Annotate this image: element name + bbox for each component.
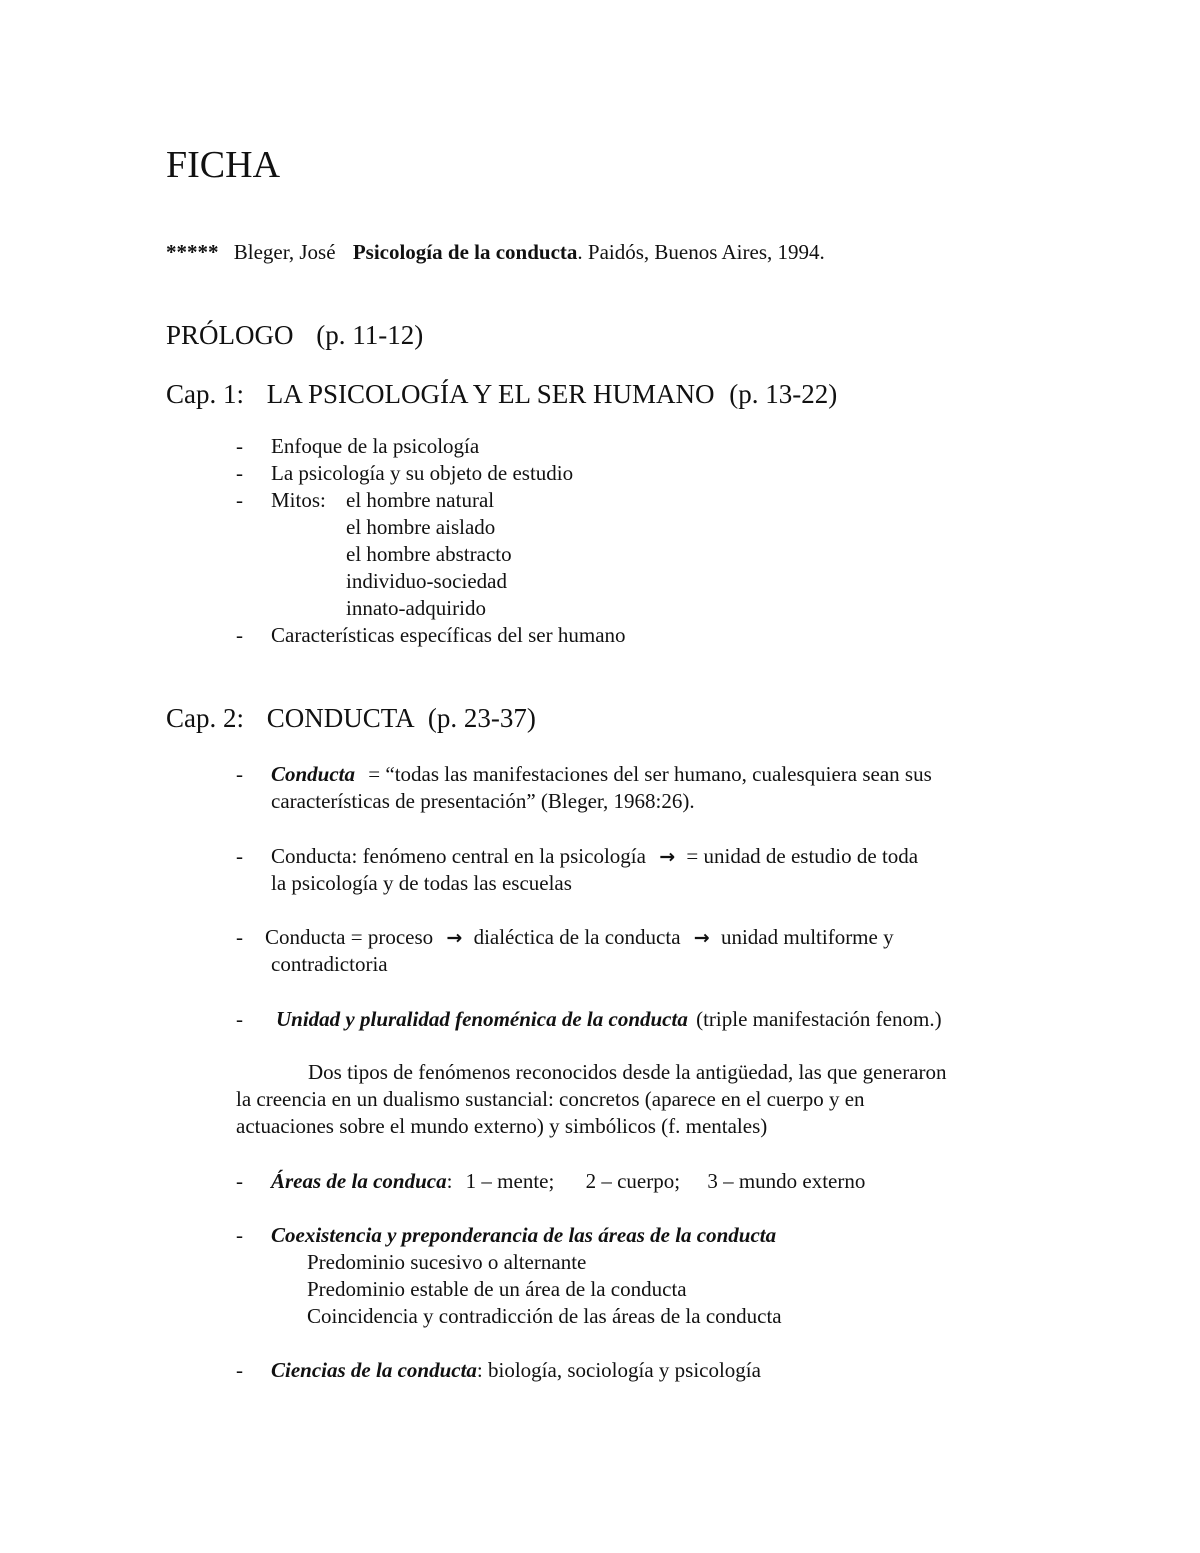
cap1-title: LA PSICOLOGÍA Y EL SER HUMANO bbox=[266, 379, 715, 409]
areas-term: Áreas de la conduca bbox=[271, 1169, 447, 1193]
page-title: FICHA bbox=[166, 144, 281, 186]
list-dash: - bbox=[236, 1169, 243, 1193]
cap1-item-enfoque: Enfoque de la psicología bbox=[271, 434, 480, 458]
list-dash: - bbox=[236, 762, 243, 786]
cap1-label: Cap. 1: bbox=[166, 379, 244, 409]
mito-item: el hombre natural bbox=[346, 488, 495, 512]
areas-conducta bbox=[271, 1171, 865, 1192]
conducta-fenomeno bbox=[271, 846, 918, 867]
prologo-pages: (p. 11-12) bbox=[316, 320, 424, 350]
cap2-title: CONDUCTA bbox=[266, 703, 414, 733]
cap1-pages: (p. 13-22) bbox=[729, 379, 838, 409]
conducta-dialectica: dialéctica de la conducta bbox=[473, 925, 681, 949]
list-dash: - bbox=[236, 434, 243, 458]
reference-line bbox=[166, 242, 825, 263]
arrow-right-icon: → bbox=[693, 927, 710, 949]
cap1-item-mitos: Mitos: bbox=[271, 488, 326, 512]
cap1-item-objeto: La psicología y su objeto de estudio bbox=[271, 461, 574, 485]
conducta-proceso bbox=[265, 927, 894, 948]
cap2-heading bbox=[166, 705, 536, 732]
conducta-fenomeno-unidad: = unidad de estudio de toda bbox=[686, 844, 919, 868]
area-item: 2 – cuerpo; bbox=[585, 1169, 681, 1193]
cap1-item-caracteristicas: Características específicas del ser humano bbox=[271, 623, 626, 647]
reference-publisher: . Paidós, Buenos Aires, 1994. bbox=[577, 240, 825, 264]
unidad-pluralidad bbox=[276, 1009, 942, 1030]
conducta-proceso-text: Conducta = proceso bbox=[265, 925, 434, 949]
rating-stars: ***** bbox=[166, 240, 219, 264]
ciencias-term: Ciencias de la conducta bbox=[271, 1358, 477, 1382]
arrow-right-icon: → bbox=[446, 927, 463, 949]
coexistencia-term: Coexistencia y preponderancia de las áreas de la conducta bbox=[271, 1223, 777, 1247]
list-dash: - bbox=[236, 844, 243, 868]
conducta-definition-line2: características de presentación” (Bleger, 1968:26). bbox=[271, 789, 695, 813]
prologo-heading bbox=[166, 322, 423, 349]
ciencias-conducta bbox=[271, 1360, 761, 1381]
cap2-label: Cap. 2: bbox=[166, 703, 244, 733]
mito-item: innato-adquirido bbox=[346, 596, 486, 620]
coexistencia-item: Coincidencia y contradicción de las áreas de la conducta bbox=[307, 1304, 782, 1328]
prologo-label: PRÓLOGO bbox=[166, 320, 294, 350]
mito-item: el hombre abstracto bbox=[346, 542, 512, 566]
list-dash: - bbox=[236, 1007, 243, 1031]
mito-item: el hombre aislado bbox=[346, 515, 496, 539]
cap1-heading bbox=[166, 381, 837, 408]
conducta-term: Conducta bbox=[271, 762, 356, 786]
conducta-proceso-line2: contradictoria bbox=[271, 952, 388, 976]
conducta-fenomeno-line2: la psicología y de todas las escuelas bbox=[271, 871, 572, 895]
unidad-pluralidad-note: (triple manifestación fenom.) bbox=[696, 1007, 942, 1031]
paragraph-line: Dos tipos de fenómenos reconocidos desde la antigüedad, las que generaron bbox=[308, 1060, 947, 1084]
arrow-right-icon: → bbox=[659, 846, 676, 868]
unidad-pluralidad-term: Unidad y pluralidad fenoménica de la conducta bbox=[276, 1007, 688, 1031]
coexistencia-item: Predominio estable de un área de la conducta bbox=[307, 1277, 687, 1301]
list-dash: - bbox=[236, 1358, 243, 1382]
list-dash: - bbox=[236, 488, 243, 512]
ciencias-list: : biología, sociología y psicología bbox=[476, 1358, 761, 1382]
conducta-fenomeno-text: Conducta: fenómeno central en la psicología bbox=[271, 844, 646, 868]
reference-author: Bleger, José bbox=[233, 240, 336, 264]
list-dash: - bbox=[236, 461, 243, 485]
mito-item: individuo-sociedad bbox=[346, 569, 507, 593]
conducta-definition-line1: = “todas las manifestaciones del ser humano, cualesquiera sean sus bbox=[368, 762, 932, 786]
areas-colon: : bbox=[446, 1169, 453, 1193]
list-dash: - bbox=[236, 623, 243, 647]
list-dash: - bbox=[236, 1223, 243, 1247]
paragraph-line: la creencia en un dualismo sustancial: concretos (aparece en el cuerpo y en bbox=[236, 1087, 865, 1111]
cap2-pages: (p. 23-37) bbox=[427, 703, 536, 733]
reference-book-title: Psicología de la conducta bbox=[352, 240, 578, 264]
area-item: 1 – mente; bbox=[465, 1169, 555, 1193]
coexistencia-item: Predominio sucesivo o alternante bbox=[307, 1250, 587, 1274]
conducta-definition bbox=[271, 764, 932, 785]
list-dash: - bbox=[236, 925, 243, 949]
conducta-unidad-multiforme: unidad multiforme y bbox=[720, 925, 894, 949]
paragraph-line: actuaciones sobre el mundo externo) y simbólicos (f. mentales) bbox=[236, 1114, 768, 1138]
area-item: 3 – mundo externo bbox=[707, 1169, 866, 1193]
